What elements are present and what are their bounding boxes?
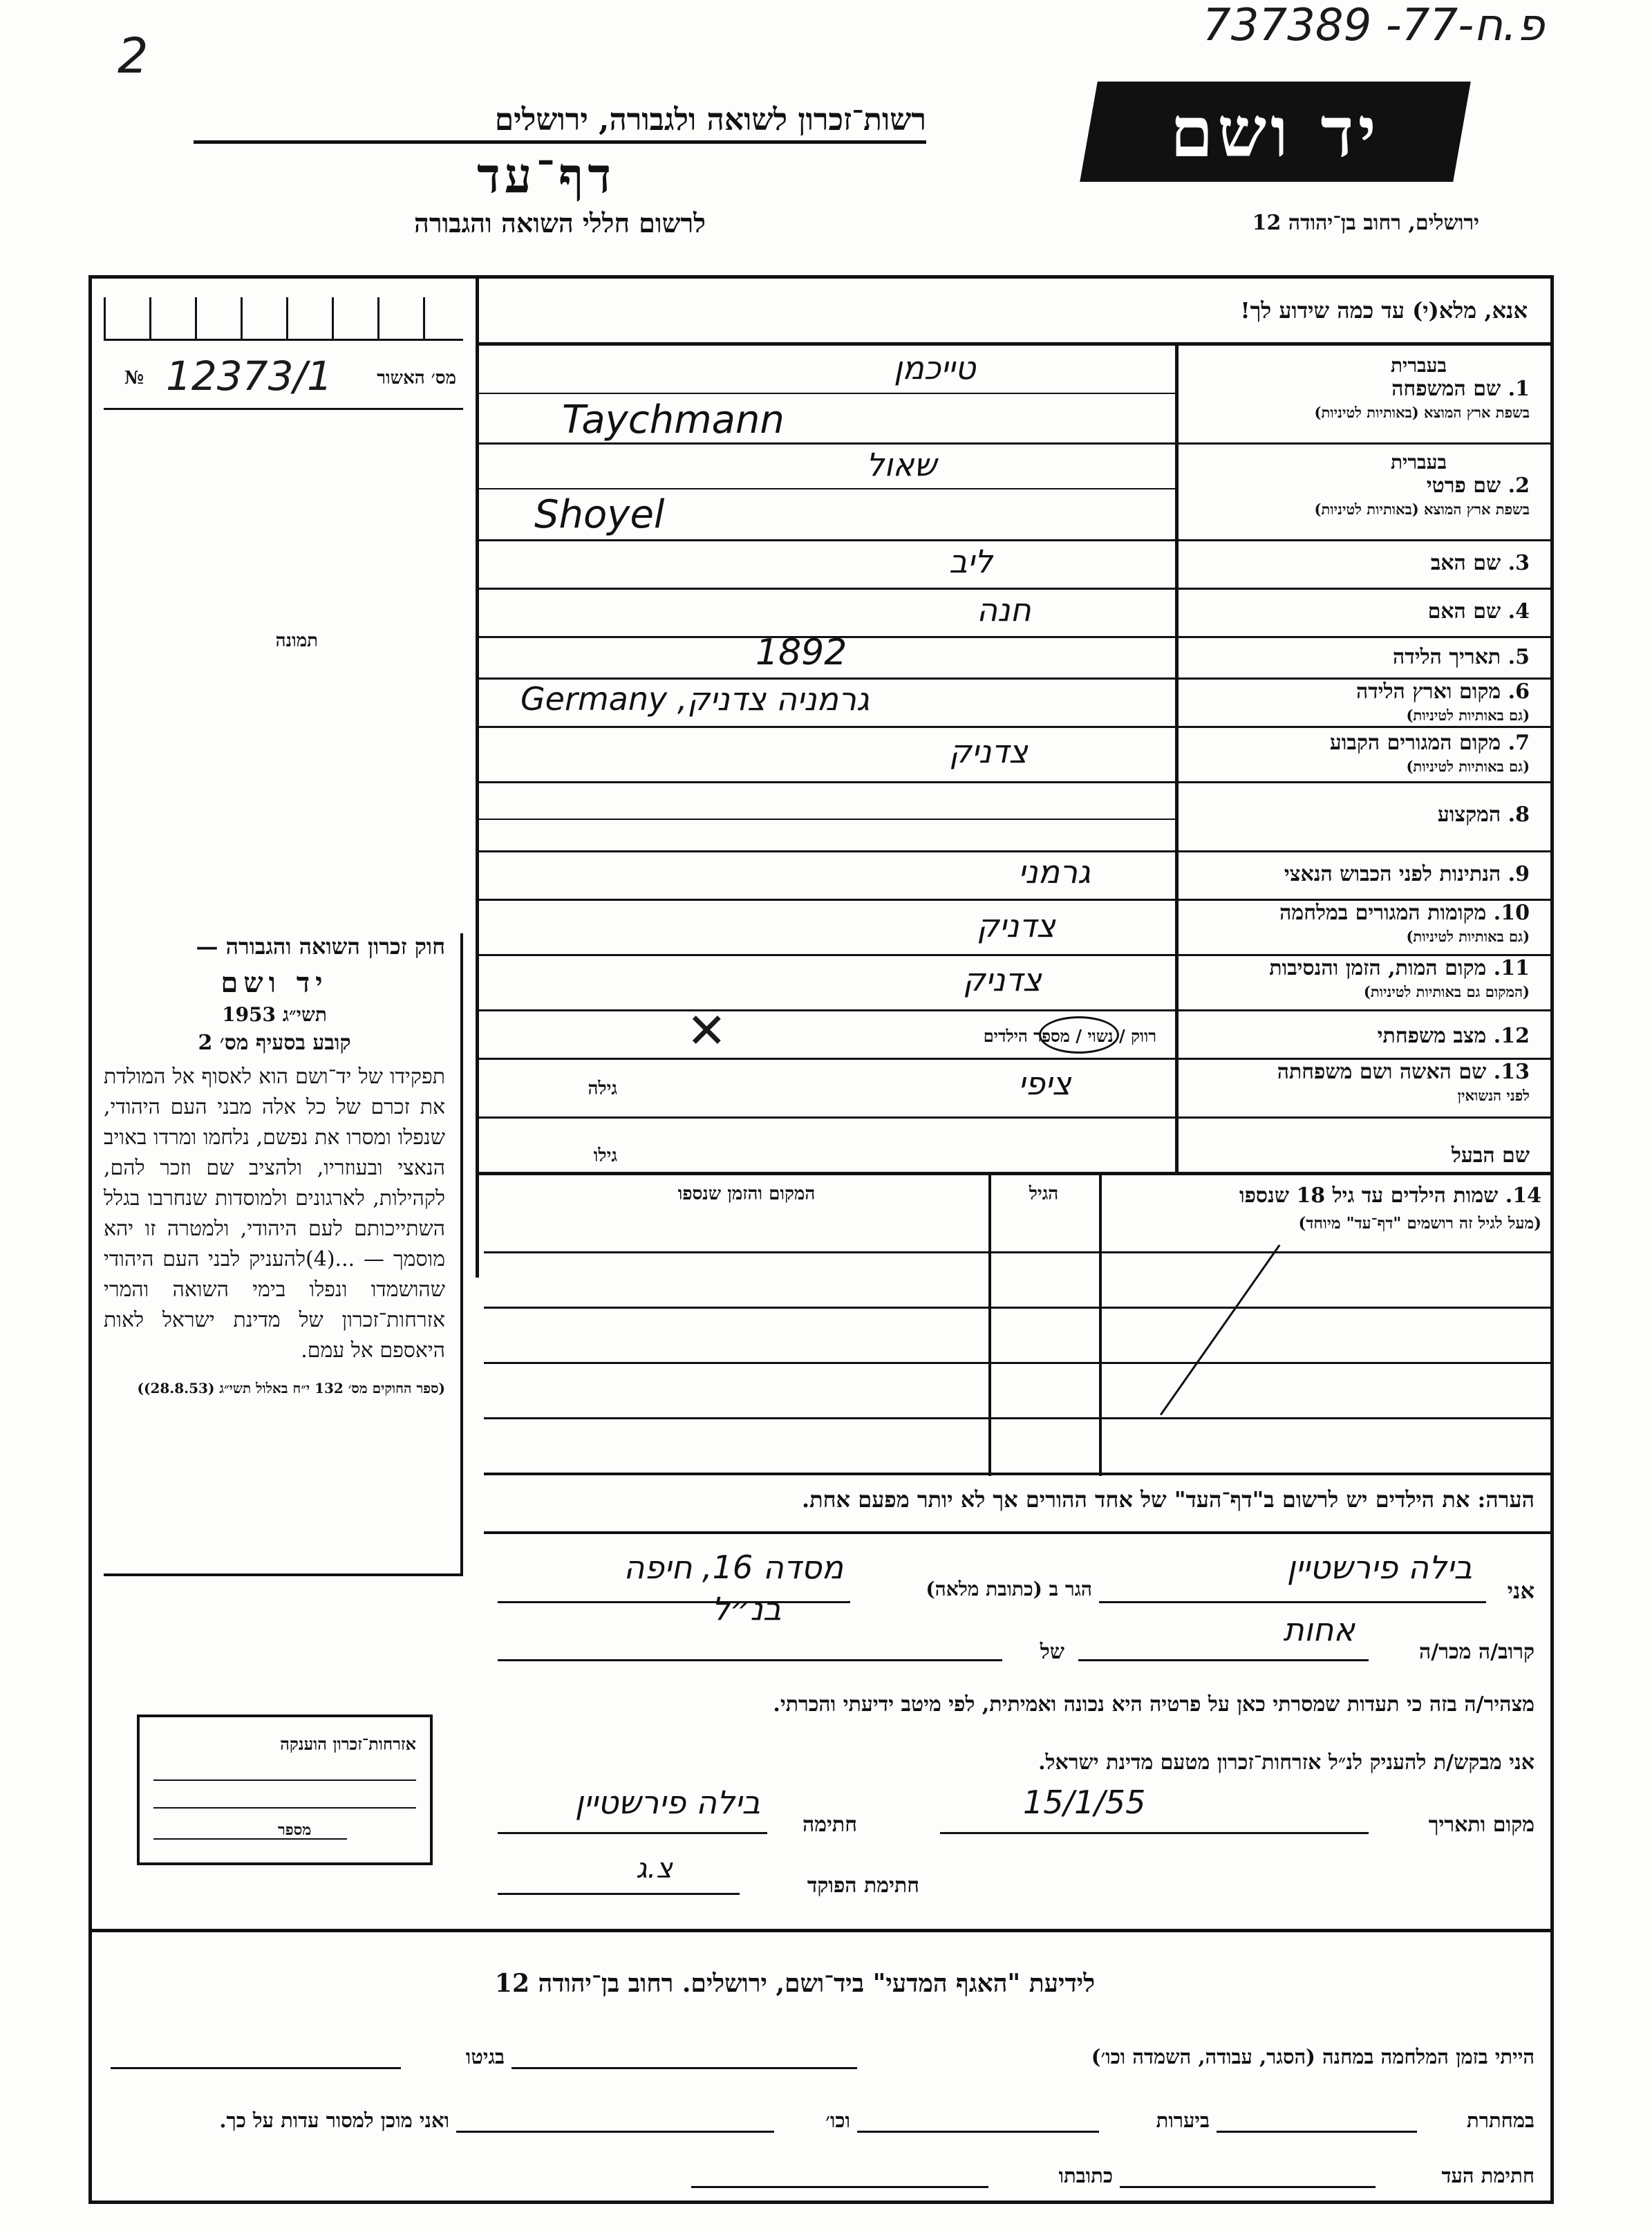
children-col-age: הגיל — [1029, 1184, 1059, 1204]
reg-label: מס׳ האשור — [377, 368, 456, 389]
field-label-profession: המקצוע — [1437, 803, 1501, 827]
field-label-wartime-residence: מקומות המגורים במלחמה — [1279, 901, 1487, 925]
law-text — [104, 933, 463, 1576]
field-row-residence — [479, 726, 1550, 783]
org-name: רשות־זכרון לשואה ולגבורה, ירושלים — [194, 102, 926, 144]
bottom-line1-a: הייתי בזמן המלחמה במחנה (הסגר, עבודה, השמדה וכו׳) — [1091, 2045, 1534, 2068]
field-label-mother: שם האם — [1427, 599, 1501, 624]
instruction: אנא, מלא(י) עד כמה שידוע לך! — [1240, 297, 1528, 324]
bottom-line3-a: חתימת העד — [1441, 2164, 1534, 2187]
fields-area — [479, 346, 1550, 1175]
officer-label: חתימת הפוקד — [807, 1874, 919, 1898]
place-date-label: מקום ותאריך — [1428, 1813, 1534, 1837]
declarant-i: אני — [1507, 1578, 1534, 1604]
children-count-cross: ✕ — [686, 1002, 727, 1059]
wife-value: ציפי — [1018, 1065, 1071, 1102]
field-num: 2. — [1508, 474, 1530, 498]
field-num: 7. — [1508, 731, 1530, 755]
mother-value: חנה — [977, 591, 1031, 628]
reg-number: 12373/1 — [166, 353, 332, 400]
field-num: 8. — [1508, 803, 1530, 827]
bottom-line2-b: ביערות — [1156, 2109, 1210, 2132]
field-row-death-place — [479, 954, 1550, 1011]
children-sub: (מעל לגיל זה רושמים "דף־עד" מיוחד) — [1298, 1214, 1541, 1233]
request-text: אני מבקש/ת להעניק לנ״ל אזרחות־זכרון מטעם מדינת ישראל. — [1038, 1750, 1534, 1775]
husband-age-label: גילו — [593, 1146, 617, 1166]
bottom-line2-a: במחתרת — [1467, 2109, 1534, 2132]
field-row-profession — [479, 781, 1550, 852]
address: ירושלים, רחוב בן־יהודה 12 — [1252, 211, 1479, 235]
field-label-firstname: שם פרטי — [1426, 474, 1501, 498]
bottom-line1-b: בגיטו — [465, 2045, 505, 2068]
field-label-father: שם האב — [1430, 551, 1501, 575]
surname-hebrew: טייכמן — [894, 349, 976, 386]
law-year: תשי״ג 1953 — [222, 1003, 327, 1026]
of-value: בנ״ל — [711, 1590, 782, 1627]
logo — [1080, 82, 1471, 182]
declaration-text: מצהיר/ה בזה כי תעדות שמסרתי כאן על פרטיה היא נכונה ואמיתית, לפי מיטב ידיעתי והכרתי. — [773, 1692, 1534, 1717]
field-row-birthplace — [479, 678, 1550, 728]
field-num: 1. — [1508, 377, 1530, 401]
relation-value: אחות — [1283, 1611, 1355, 1648]
children-title: שמות הילדים עד גיל 18 שנספו — [1239, 1184, 1499, 1208]
death-place-value: צדניק — [963, 961, 1042, 998]
note-bottom-rule — [484, 1531, 1554, 1534]
field-row-father — [479, 539, 1550, 590]
declarant-address: מסדה 16, חיפה — [623, 1549, 843, 1586]
father-value: ליב — [949, 543, 993, 580]
field-label-wife: שם האשה ושם משפחתה — [1277, 1060, 1487, 1084]
note-top-rule — [484, 1473, 1554, 1475]
field-row-wartime-residence — [479, 899, 1550, 956]
note-text: הערה: את הילדים יש לרשום ב"דף־העד" של אחד ההורים אך לא יותר מפעם אחת. — [801, 1486, 1534, 1513]
birthplace-value: Germany ,גרמניה צדניק — [520, 680, 870, 718]
children-col-place: המקום והזמן שנספו — [677, 1184, 816, 1204]
field-num: 10. — [1493, 901, 1530, 925]
hebrew-tag: בעברית — [1390, 354, 1447, 377]
declarant-lives-label: הגר ב (כתובת מלאה) — [926, 1578, 1092, 1600]
of-label: של — [1040, 1640, 1064, 1664]
residence-value: צדניק — [949, 733, 1028, 770]
field-row-wife — [479, 1058, 1550, 1119]
reg-number-box — [104, 353, 463, 410]
law-subtitle: יד ושם — [220, 966, 328, 999]
field-row-husband — [479, 1116, 1550, 1175]
marital-options: רווק / נשוי / מספר הילדים — [983, 1026, 1156, 1046]
certificate-box — [137, 1715, 433, 1865]
field-label-husband: שם הבעל — [1451, 1143, 1530, 1168]
children-top-rule — [476, 1172, 1554, 1175]
law-source: (ספר החוקים מס׳ 132 י״ח באלול תשי״ג (28.8.53)) — [137, 1380, 445, 1396]
officer-signature: צ.ג — [636, 1853, 673, 1885]
field-sub: (גם באותיות לטיניות) — [1406, 707, 1530, 724]
hebrew-tag: בעברית — [1390, 451, 1447, 474]
bottom-section-rule — [88, 1929, 1554, 1932]
reg-prefix: № — [124, 368, 144, 389]
declarant-name: בילה פירשטיין — [1286, 1549, 1472, 1586]
bottom-line3-b: כתובתו — [1058, 2164, 1113, 2187]
field-num: 6. — [1508, 680, 1530, 704]
surname-latin: Taychmann — [562, 398, 785, 442]
field-num: 12. — [1493, 1024, 1530, 1048]
field-row-mother — [479, 588, 1550, 638]
field-row-birthdate — [479, 632, 1550, 680]
children-rows — [484, 1251, 1552, 1473]
field-label-marital: מצב משפחתי — [1377, 1024, 1487, 1048]
law-body: תפקידו של יד־ושם הוא לאסוף אל המולדת את זכרם של כל אלה מבני העם היהודי, שנפלו ומסרו את נפשם, נלחמו ומרדו באויב הנאצי ובעוזריו, ולהציב שם וזכר להם, לקהילות, לארגונים ולמוסדות שנחרבו בגלל השתייכותם לעם היהודי, ולמטרה זו יהא מוסמך — ...(4)להעניק לבני העם היהודי שהושמדו ונפלו בימי השואה והמרי אזרחות־זכרון של מדינת ישראל לאות היאספם אל עמם. — [104, 1065, 446, 1363]
form-title: דף־עד — [476, 147, 615, 204]
photo-label: תמונה — [275, 630, 318, 651]
signature-value: בילה פירשטיין — [574, 1784, 760, 1821]
certificate-number-label: מספר — [278, 1821, 312, 1839]
tick-boxes — [104, 297, 463, 341]
bottom-line2-c: וכו׳ — [825, 2109, 850, 2132]
law-clause: קובע בסעיף מס׳ 2 — [198, 1031, 351, 1055]
field-num: 3. — [1508, 551, 1530, 575]
field-sub: בשפת ארץ המוצא (באותיות לטיניות) — [1314, 404, 1530, 421]
field-sub: (גם באותיות לטיניות) — [1406, 758, 1530, 775]
field-row-marital — [479, 1002, 1550, 1060]
field-num: 9. — [1508, 862, 1530, 886]
field-num: 4. — [1508, 599, 1530, 624]
children-label — [1106, 1182, 1541, 1237]
married-circle — [1039, 1016, 1119, 1054]
field-row-firstname — [479, 442, 1550, 541]
relation-label: קרוב/ה מכר/ה — [1419, 1640, 1534, 1664]
firstname-latin: Shoyel — [534, 492, 665, 537]
field-label-birthplace: מקום וארץ הלידה — [1355, 680, 1501, 704]
field-label-death-place: מקום המות, הזמן והנסיבות — [1269, 956, 1487, 980]
handwritten-page-number: 2 — [118, 28, 149, 84]
field-num: 13. — [1493, 1060, 1530, 1084]
field-label-citizenship: הנתינות לפני הכבוש הנאצי — [1284, 862, 1501, 886]
field-sub: לפני הנשואין — [1457, 1087, 1530, 1104]
field-num: 11. — [1493, 956, 1530, 980]
field-sub: בשפת ארץ המוצא (באותיות לטיניות) — [1314, 501, 1530, 518]
law-title: חוק זכרון השואה והגבורה — — [196, 933, 445, 960]
birthdate-value: 1892 — [755, 632, 847, 673]
wife-age-label: גילה — [588, 1078, 617, 1099]
field-sub: (גם באותיות לטיניות) — [1406, 928, 1530, 945]
form-subtitle: לרשום חללי השואה והגבורה — [414, 207, 706, 239]
wartime-residence-value: צדניק — [977, 907, 1055, 944]
field-label-birthdate: תאריך הלידה — [1393, 645, 1501, 669]
handwritten-archive-number: פ.ח-77- 737389 — [1203, 0, 1545, 51]
field-num: 5. — [1508, 645, 1530, 669]
citizenship-value: גרמני — [1018, 853, 1091, 890]
field-row-citizenship — [479, 850, 1550, 901]
certificate-title: אזרחות־זכרון הוענקה — [280, 1734, 416, 1754]
bottom-line2-d: ואני מוכן למסור עדות על כך. — [219, 2109, 449, 2132]
field-label-surname: שם המשפחה — [1391, 377, 1501, 401]
signature-label: חתימה — [802, 1813, 857, 1837]
field-row-surname — [479, 346, 1550, 445]
children-num: 14. — [1505, 1184, 1541, 1208]
logo-text: יד ושם — [1170, 91, 1380, 173]
firstname-hebrew: שאול — [866, 446, 937, 483]
field-label-residence: מקום המגורים הקבוע — [1329, 731, 1501, 755]
date-value: 15/1/55 — [1023, 1784, 1146, 1821]
bottom-title: לידיעת "האגף המדעי" ביד־ושם, ירושלים. רחוב בן־יהודה 12 — [494, 1969, 1096, 1998]
field-sub: (המקום גם באותיות לטיניות) — [1363, 983, 1530, 1000]
